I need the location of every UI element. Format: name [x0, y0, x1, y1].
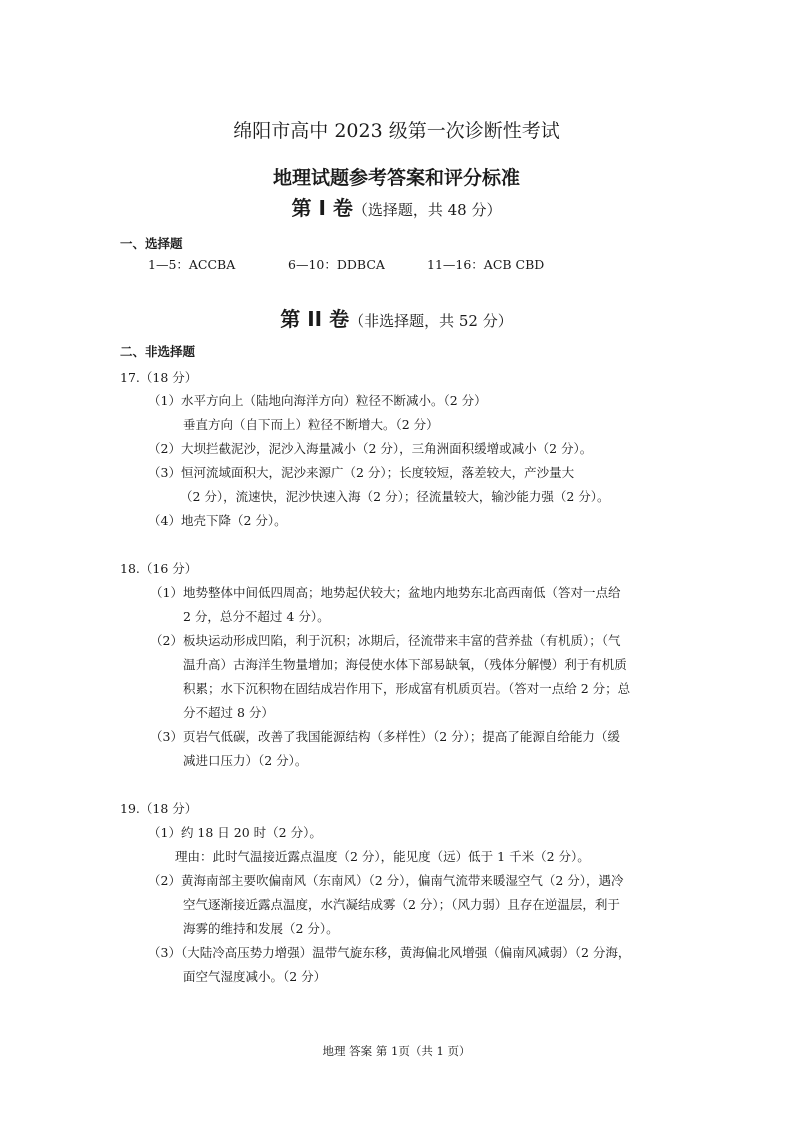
part1-heading: [0, 192, 793, 221]
q19-heading: 19.（18 分）: [120, 801, 198, 816]
q17-line: （1）水平方向上（陆地向海洋方向）粒径不断减小。（2 分）: [148, 393, 487, 408]
answer-group-3: 11—16：ACB CBD: [427, 257, 545, 272]
q18-line: （1）地势整体中间低四周高；地势起伏较大；盆地内地势东北高西南低（答对一点给: [150, 585, 621, 600]
q17-line: 垂直方向（自下而上）粒径不断增大。（2 分）: [183, 417, 439, 432]
part2-note: （非选择题，共 52 分）: [349, 312, 513, 330]
q17-line: （2 分），流速快，泥沙快速入海（2 分）；径流量较大，输沙能力强（2 分）。: [180, 489, 610, 504]
part1-note: （选择题，共 48 分）: [352, 201, 502, 219]
section-choice-title: 一、选择题: [120, 236, 183, 251]
exam-title: 绵阳市高中 2023 级第一次诊断性考试: [233, 120, 560, 142]
q19-line: （3）（大陆冷高压势力增强）温带气旋东移，黄海偏北风增强（偏南风减弱）（2 分海，: [148, 945, 631, 960]
q18-line: （2）板块运动形成凹陷，利于沉积；冰期后，径流带来丰富的营养盐（有机质）；（气: [150, 633, 621, 648]
q17-line: （2）大坝拦截泥沙，泥沙入海量减小（2 分），三角洲面积缓增或减小（2 分）。: [148, 441, 593, 456]
q19-line: 理由：此时气温接近露点温度（2 分），能见度（远）低于 1 千米（2 分）。: [175, 849, 590, 864]
q19-line: 海雾的维持和发展（2 分）。: [183, 921, 339, 936]
q17-heading: 17.（18 分）: [120, 370, 198, 385]
q17-line: （4）地壳下降（2 分）。: [148, 513, 287, 528]
answer-group-2: 6—10：DDBCA: [288, 257, 385, 272]
q18-line: 2 分，总分不超过 4 分）。: [183, 609, 330, 624]
q17-line: （3）恒河流域面积大，泥沙来源广（2 分）；长度较短，落差较大，产沙量大: [148, 465, 575, 480]
part2-title: 第 II 卷: [280, 307, 350, 331]
q19-line: （1）约 18 日 20 时（2 分）。: [148, 825, 322, 840]
document-subtitle: 地理试题参考答案和评分标准: [272, 167, 520, 189]
q18-line: 减进口压力）（2 分）。: [183, 753, 308, 768]
q19-line: （2）黄海南部主要吹偏南风（东南风）（2 分），偏南气流带来暖湿空气（2 分），遇冷: [148, 873, 624, 888]
page-footer: 地理 答案 第 1页（共 1 页）: [322, 1044, 471, 1058]
answer-group-1: 1—5：ACCBA: [148, 257, 236, 272]
q19-line: 空气逐渐接近露点温度，水汽凝结成雾（2 分）；（风力弱）且存在逆温层，利于: [183, 897, 620, 912]
q18-line: 分不超过 8 分）: [183, 705, 274, 720]
part1-title: 第 I 卷: [291, 196, 353, 220]
q18-line: 积累；水下沉积物在固结成岩作用下，形成富有机质页岩。（答对一点给 2 分；总: [183, 681, 631, 696]
q18-line: （3）页岩气低碳，改善了我国能源结构（多样性）（2 分）；提高了能源自给能力（缓: [150, 729, 620, 744]
section-nonchoice-title: 二、非选择题: [120, 344, 196, 359]
q18-heading: 18.（16 分）: [120, 561, 198, 576]
part2-heading: [0, 303, 793, 332]
q18-line: 温升高）古海洋生物量增加；海侵使水体下部易缺氧，（残体分解慢）利于有机质: [183, 657, 627, 672]
q19-line: 面空气湿度减小。（2 分）: [183, 969, 327, 984]
